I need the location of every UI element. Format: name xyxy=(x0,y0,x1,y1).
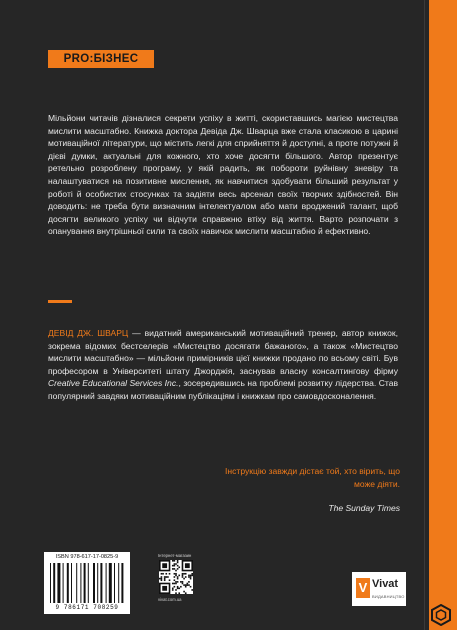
author-bio-text-1: — видатний американський мотиваційний тренер, автор книжок, зокрема відомих бестселерів «Мистецтво досягати бажаного», а також «Мистецтво мислити масштабно» — мільйони примірників цієї книжки продано по всьому світі. Був професором в Університеті штату Джорджія, заснував власну консалтингову фірму xyxy=(48,328,398,376)
quote-source: The Sunday Times xyxy=(328,503,400,513)
section-divider xyxy=(48,300,72,303)
spine-divider xyxy=(424,0,425,630)
spine-stripe xyxy=(429,0,457,630)
barcode-icon xyxy=(50,563,124,603)
ean-digits: 9 786171 708259 xyxy=(55,604,119,611)
press-quote: Інструкцію завжди дістає той, хто вірить, що може діяти. xyxy=(225,466,400,489)
publisher-logo xyxy=(352,572,406,606)
author-bio xyxy=(48,327,398,403)
series-badge: PRO:БІЗНЕС xyxy=(48,50,154,68)
author-company: Creative Educational Services Inc. xyxy=(48,378,179,389)
hexagon-logo-icon xyxy=(430,604,452,626)
author-name: ДЕВІД ДЖ. ШВАРЦ xyxy=(48,328,129,338)
shop-label: Інтернет-магазин xyxy=(158,553,192,558)
qr-code-icon xyxy=(159,560,193,594)
author-bio-text-2: , зосередившись на проблемі розвитку лідерства. Став популярний завдяки мотиваційним публікаціям і книжкам про самовдосконалення. xyxy=(48,378,398,401)
publisher-mark: V xyxy=(356,578,370,598)
publisher-subtitle: ВИДАВНИЦТВО xyxy=(372,594,405,599)
site-url: vivat.com.ua xyxy=(158,597,182,602)
barcode-block xyxy=(44,552,130,614)
book-description: Мільйони читачів дізналися секрети успіху в житті, скориставшись магією мистецтва мислити масштабно. Книжка доктора Девіда Дж. Шварца вже стала класикою в царині мотиваційної літератури, що містить легкі для сприйняття й доступні, а проте потужні й дієві думки, актуальні для кожного, хто хоче досягти більшого. Автор презентує ретельно розроблену програму, у якій радить, як побороти руйнівну зневіру та налаштуватися на позитивне мислення, як навчитися здобувати більший результат у роботі й особистих стосунках та задіяти весь арсенал своїх творчих здібностей. Він доводить: не треба бути визначним інтелектуалом або мати вроджений талант, щоб досягти великого успіху чи відчути справжню втіху від життя. Варто розпочати з опанування внутрішньої сили та своїх навичок мислити масштабно й ефективно. xyxy=(48,113,398,237)
publisher-name: Vivat xyxy=(372,578,399,590)
isbn-text: ISBN 978-617-17-0825-9 xyxy=(55,554,119,560)
